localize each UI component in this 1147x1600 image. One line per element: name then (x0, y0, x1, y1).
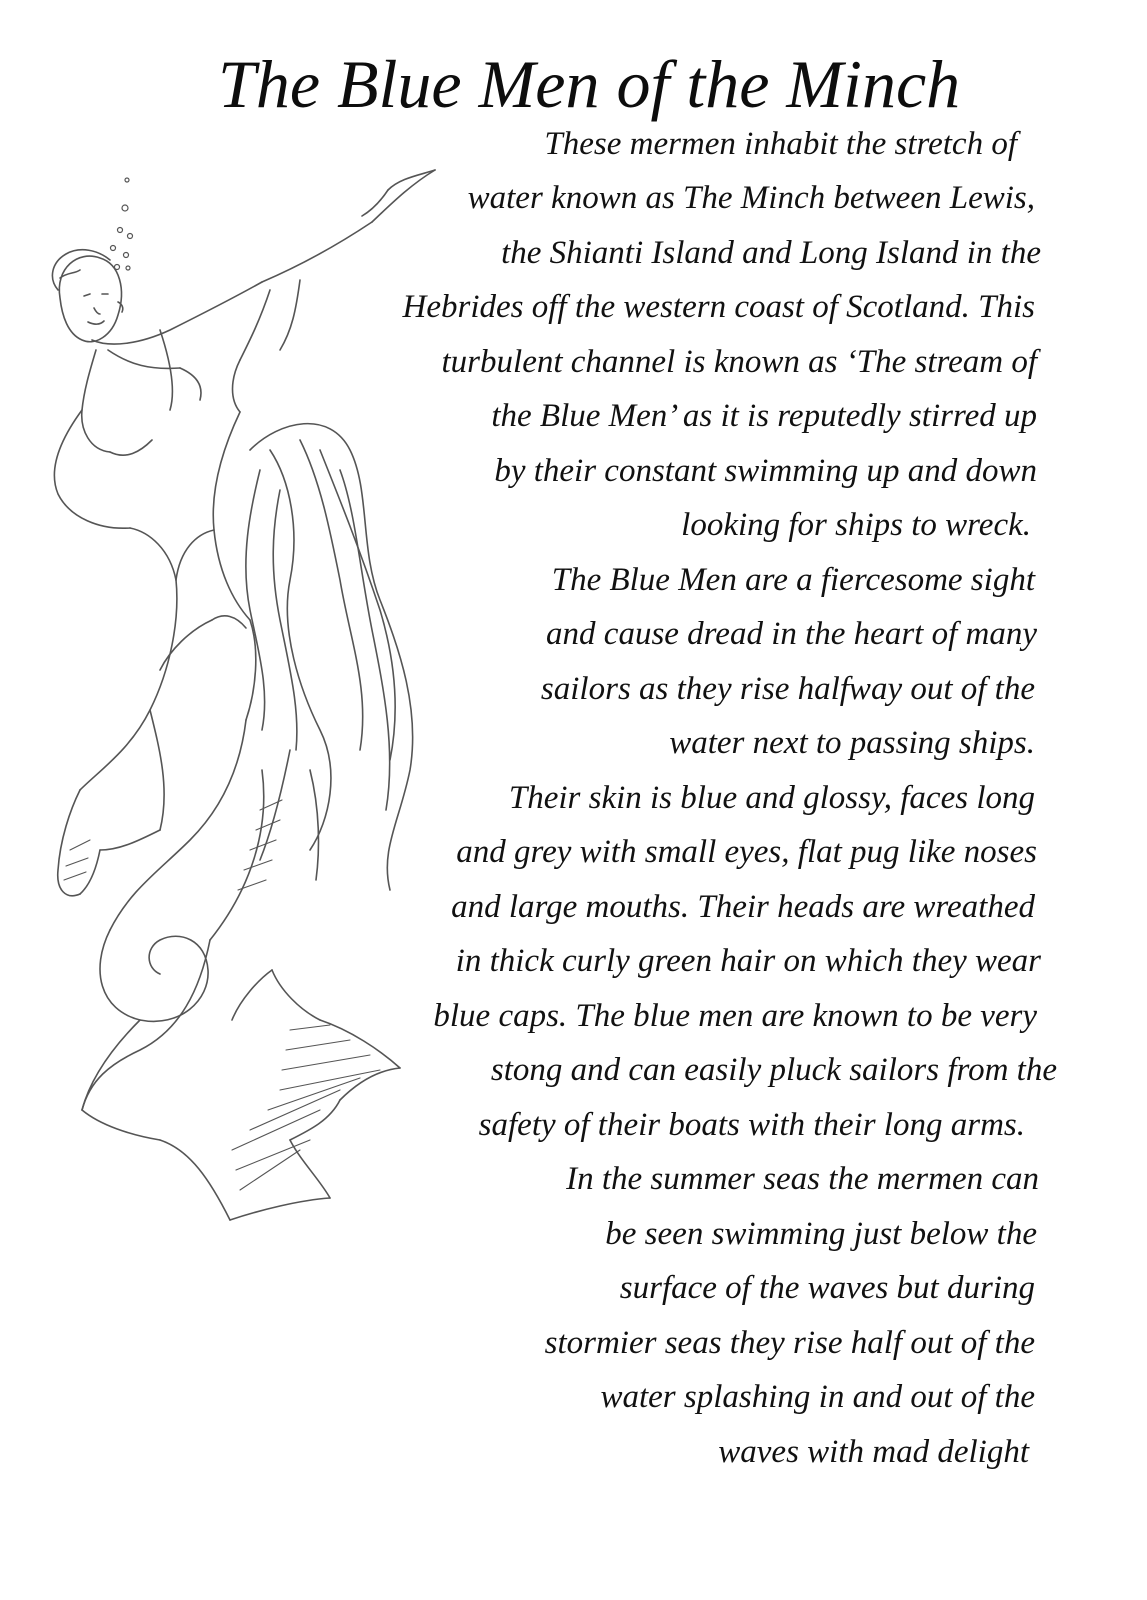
story-line: These mermen inhabit the stretch of (544, 126, 1017, 162)
story-line: Their skin is blue and glossy, faces long (508, 780, 1035, 816)
story-line: and cause dread in the heart of many (546, 616, 1037, 652)
story-line: In the summer seas the mermen can (566, 1161, 1039, 1197)
story-line: water next to passing ships. (669, 725, 1035, 761)
story-line: stong and can easily pluck sailors from the (490, 1052, 1057, 1088)
story-line: and large mouths. Their heads are wreathed (451, 889, 1035, 925)
story-line: in thick curly green hair on which they wear (455, 943, 1041, 979)
story-line: stormier seas they rise half out of the (544, 1325, 1035, 1361)
story-line: waves with mad delight (718, 1434, 1029, 1470)
story-line: looking for ships to wreck. (681, 507, 1031, 543)
story-line: by their constant swimming up and down (494, 453, 1037, 489)
story-line: water known as The Minch between Lewis, (467, 180, 1035, 216)
page-title: The Blue Men of the Minch (218, 46, 961, 122)
story-line: safety of their boats with their long arms. (478, 1107, 1025, 1143)
story-line: blue caps. The blue men are known to be very (433, 998, 1037, 1034)
story-line: water splashing in and out of the (600, 1379, 1035, 1415)
story-line: be seen swimming just below the (605, 1216, 1037, 1252)
story-line: surface of the waves but during (619, 1270, 1035, 1306)
story-line: Hebrides off the western coast of Scotland. This (402, 289, 1035, 325)
story-line: the Shianti Island and Long Island in the (501, 235, 1041, 271)
story-line: The Blue Men are a fiercesome sight (551, 562, 1035, 598)
story-line: and grey with small eyes, flat pug like noses (456, 834, 1037, 870)
story-line: turbulent channel is known as ‘The stream of (441, 344, 1037, 380)
story-line: the Blue Men’ as it is reputedly stirred up (491, 398, 1037, 434)
story-line: sailors as they rise halfway out of the (540, 671, 1035, 707)
